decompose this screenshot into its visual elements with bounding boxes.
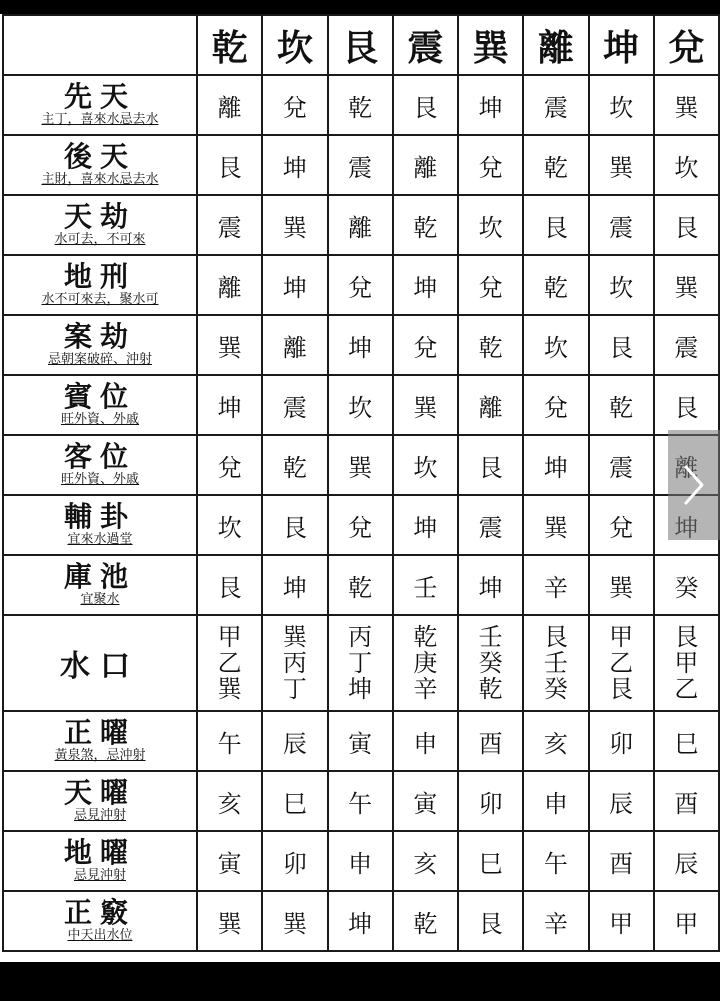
stack-char: 甲 bbox=[674, 649, 699, 677]
table-cell: 坎 bbox=[589, 255, 654, 315]
table-cell: 卯 bbox=[262, 831, 327, 891]
stack-char: 艮 bbox=[543, 623, 568, 651]
table-cell: 艮 bbox=[262, 495, 327, 555]
row-note: 宜來水過堂 bbox=[67, 532, 133, 547]
table-cell bbox=[197, 615, 262, 711]
row-name: 正竅 bbox=[63, 896, 136, 929]
table-cell: 兌 bbox=[589, 495, 654, 555]
row-note: 主財，喜來水忌去水 bbox=[41, 172, 159, 187]
table-cell: 兌 bbox=[328, 495, 393, 555]
stack-char: 乙 bbox=[609, 649, 634, 677]
table-cell: 兌 bbox=[197, 435, 262, 495]
table-cell: 申 bbox=[393, 711, 458, 771]
row-name: 案劫 bbox=[63, 320, 136, 353]
table-row bbox=[3, 495, 719, 555]
header-trigram: 離 bbox=[523, 15, 588, 75]
table-cell: 巽 bbox=[197, 891, 262, 951]
table-cell: 坤 bbox=[458, 555, 523, 615]
table-cell: 震 bbox=[654, 315, 719, 375]
stack-char: 乾 bbox=[413, 623, 438, 651]
row-note: 中天出水位 bbox=[67, 928, 133, 943]
table-cell: 乾 bbox=[328, 555, 393, 615]
stack-char: 乙 bbox=[674, 675, 699, 703]
table-cell: 巳 bbox=[262, 771, 327, 831]
table-row bbox=[3, 555, 719, 615]
header-trigram: 坎 bbox=[262, 15, 327, 75]
table-cell: 離 bbox=[197, 255, 262, 315]
table-cell: 巽 bbox=[523, 495, 588, 555]
table-row bbox=[3, 831, 719, 891]
table-row bbox=[3, 771, 719, 831]
row-note: 旺外資、外戚 bbox=[60, 412, 139, 427]
stack-char: 癸 bbox=[478, 649, 503, 677]
table-cell: 坤 bbox=[458, 75, 523, 135]
stack-char: 巽 bbox=[217, 675, 242, 703]
stack-char: 乙 bbox=[217, 649, 242, 677]
table-cell: 乾 bbox=[523, 135, 588, 195]
table-cell bbox=[589, 615, 654, 711]
table-cell: 坤 bbox=[262, 135, 327, 195]
table-cell: 艮 bbox=[654, 375, 719, 435]
table-cell: 巽 bbox=[654, 255, 719, 315]
table-cell: 坤 bbox=[393, 255, 458, 315]
stack-char: 甲 bbox=[609, 623, 634, 651]
table-cell: 艮 bbox=[197, 555, 262, 615]
table-row bbox=[3, 891, 719, 951]
row-label bbox=[3, 435, 197, 495]
row-name: 天曜 bbox=[63, 776, 136, 809]
row-name: 客位 bbox=[63, 440, 136, 473]
trigram-table bbox=[2, 14, 720, 952]
row-name: 水口 bbox=[60, 649, 140, 684]
table-cell: 艮 bbox=[589, 315, 654, 375]
bottom-nav-bar bbox=[0, 962, 720, 1001]
table-cell: 坎 bbox=[458, 195, 523, 255]
row-note: 水不可來去，聚水可 bbox=[41, 292, 159, 307]
table-cell: 艮 bbox=[523, 195, 588, 255]
row-name: 正曜 bbox=[63, 716, 136, 749]
table-cell: 坎 bbox=[654, 135, 719, 195]
table-cell: 辛 bbox=[523, 555, 588, 615]
row-label bbox=[3, 255, 197, 315]
table-cell: 震 bbox=[589, 195, 654, 255]
table-cell: 癸 bbox=[654, 555, 719, 615]
stack-char: 庚 bbox=[413, 649, 438, 677]
row-name: 賓位 bbox=[63, 380, 136, 413]
stack-char: 壬 bbox=[543, 649, 568, 677]
table-row bbox=[3, 435, 719, 495]
table-cell: 兌 bbox=[523, 375, 588, 435]
table-cell: 兌 bbox=[328, 255, 393, 315]
table-cell: 震 bbox=[328, 135, 393, 195]
table-cell: 坎 bbox=[393, 435, 458, 495]
table-row bbox=[3, 255, 719, 315]
table-cell: 坤 bbox=[393, 495, 458, 555]
table-cell: 離 bbox=[393, 135, 458, 195]
header-trigram: 乾 bbox=[197, 15, 262, 75]
table-cell: 坤 bbox=[328, 891, 393, 951]
table-cell: 兌 bbox=[393, 315, 458, 375]
row-label bbox=[3, 711, 197, 771]
table-cell: 艮 bbox=[393, 75, 458, 135]
row-name: 庫池 bbox=[63, 560, 136, 593]
stack-char: 丙 bbox=[348, 623, 373, 651]
table-cell: 乾 bbox=[523, 255, 588, 315]
header-row bbox=[3, 15, 719, 75]
header-trigram: 震 bbox=[393, 15, 458, 75]
table-cell: 辰 bbox=[589, 771, 654, 831]
table-cell: 乾 bbox=[393, 891, 458, 951]
header-trigram: 艮 bbox=[328, 15, 393, 75]
stack-char: 辛 bbox=[413, 675, 438, 703]
row-label bbox=[3, 135, 197, 195]
table-cell: 兌 bbox=[262, 75, 327, 135]
stack-char: 坤 bbox=[348, 675, 373, 703]
table-cell: 巽 bbox=[393, 375, 458, 435]
row-label bbox=[3, 831, 197, 891]
stack-char: 艮 bbox=[674, 623, 699, 651]
table-row bbox=[3, 75, 719, 135]
table-cell: 午 bbox=[328, 771, 393, 831]
table-cell: 壬 bbox=[393, 555, 458, 615]
table-cell: 震 bbox=[458, 495, 523, 555]
stack-char: 丁 bbox=[348, 649, 373, 677]
table-cell: 震 bbox=[589, 435, 654, 495]
row-name: 地刑 bbox=[63, 260, 136, 293]
table-cell: 震 bbox=[197, 195, 262, 255]
stack-char: 癸 bbox=[543, 675, 568, 703]
table-cell: 坤 bbox=[262, 555, 327, 615]
table-cell: 巽 bbox=[262, 195, 327, 255]
table-cell: 乾 bbox=[393, 195, 458, 255]
table-row-water-outlet bbox=[3, 615, 719, 711]
table-cell: 巳 bbox=[458, 831, 523, 891]
row-name: 輔卦 bbox=[63, 500, 136, 533]
table-cell: 亥 bbox=[393, 831, 458, 891]
table-cell: 乾 bbox=[458, 315, 523, 375]
table-cell bbox=[654, 615, 719, 711]
row-label bbox=[3, 615, 197, 711]
table-cell bbox=[393, 615, 458, 711]
top-status-bar bbox=[0, 0, 720, 14]
row-note: 忌見沖射 bbox=[73, 808, 126, 823]
row-note: 旺外資、外戚 bbox=[60, 472, 139, 487]
row-label bbox=[3, 195, 197, 255]
table-cell: 震 bbox=[262, 375, 327, 435]
next-page-button[interactable] bbox=[668, 430, 720, 540]
row-name: 先天 bbox=[63, 80, 136, 113]
header-trigram: 巽 bbox=[458, 15, 523, 75]
table-cell: 辰 bbox=[654, 831, 719, 891]
stack-char: 艮 bbox=[609, 675, 634, 703]
row-note: 黃泉煞，忌沖射 bbox=[54, 748, 146, 763]
table-cell: 酉 bbox=[458, 711, 523, 771]
table-cell: 亥 bbox=[197, 771, 262, 831]
table-cell: 乾 bbox=[328, 75, 393, 135]
table-cell: 甲 bbox=[654, 891, 719, 951]
table-cell: 坎 bbox=[328, 375, 393, 435]
table-cell: 坤 bbox=[523, 435, 588, 495]
table-cell: 巽 bbox=[589, 135, 654, 195]
table-cell bbox=[262, 615, 327, 711]
table-cell: 離 bbox=[328, 195, 393, 255]
table-cell: 離 bbox=[197, 75, 262, 135]
header-trigram: 兌 bbox=[654, 15, 719, 75]
table-cell: 巽 bbox=[197, 315, 262, 375]
table-row bbox=[3, 135, 719, 195]
stack-char: 丙 bbox=[282, 649, 307, 677]
row-note: 主丁，喜來水忌去水 bbox=[41, 112, 159, 127]
table-cell: 申 bbox=[328, 831, 393, 891]
table-cell: 午 bbox=[197, 711, 262, 771]
stack-char: 乾 bbox=[478, 675, 503, 703]
table-row bbox=[3, 711, 719, 771]
table-cell: 艮 bbox=[197, 135, 262, 195]
row-note: 宜聚水 bbox=[80, 592, 120, 607]
corner-cell bbox=[3, 15, 197, 75]
table-cell: 申 bbox=[523, 771, 588, 831]
table-cell: 震 bbox=[523, 75, 588, 135]
table-cell: 坤 bbox=[328, 315, 393, 375]
table-cell: 卯 bbox=[589, 711, 654, 771]
table-row bbox=[3, 195, 719, 255]
table-cell: 亥 bbox=[523, 711, 588, 771]
table-cell: 兌 bbox=[458, 255, 523, 315]
row-label bbox=[3, 495, 197, 555]
row-label bbox=[3, 315, 197, 375]
table-cell: 午 bbox=[523, 831, 588, 891]
table-row bbox=[3, 315, 719, 375]
table-cell: 離 bbox=[262, 315, 327, 375]
table-cell: 巽 bbox=[328, 435, 393, 495]
row-name: 地曜 bbox=[63, 836, 136, 869]
table-cell: 乾 bbox=[589, 375, 654, 435]
table-cell: 巽 bbox=[654, 75, 719, 135]
row-note: 忌朝案破碎、沖射 bbox=[47, 352, 152, 367]
table-cell: 酉 bbox=[589, 831, 654, 891]
table-cell: 辛 bbox=[523, 891, 588, 951]
table-cell: 坤 bbox=[262, 255, 327, 315]
row-name: 後天 bbox=[63, 140, 136, 173]
table-cell: 寅 bbox=[328, 711, 393, 771]
row-note: 忌見沖射 bbox=[73, 868, 126, 883]
chevron-right-icon bbox=[681, 463, 707, 507]
table-cell: 坤 bbox=[197, 375, 262, 435]
row-name: 天劫 bbox=[63, 200, 136, 233]
table-cell: 卯 bbox=[458, 771, 523, 831]
table-cell bbox=[328, 615, 393, 711]
table-cell: 兌 bbox=[458, 135, 523, 195]
table-cell: 巽 bbox=[262, 891, 327, 951]
stack-char: 甲 bbox=[217, 623, 242, 651]
table-cell bbox=[523, 615, 588, 711]
row-note: 水可去，不可來 bbox=[54, 232, 146, 247]
table-row bbox=[3, 375, 719, 435]
stack-char: 壬 bbox=[478, 623, 503, 651]
header-trigram: 坤 bbox=[589, 15, 654, 75]
stack-char: 丁 bbox=[282, 675, 307, 703]
table-cell bbox=[458, 615, 523, 711]
table-cell: 酉 bbox=[654, 771, 719, 831]
table-cell: 艮 bbox=[654, 195, 719, 255]
table-cell: 寅 bbox=[197, 831, 262, 891]
row-label bbox=[3, 75, 197, 135]
table-cell: 坎 bbox=[523, 315, 588, 375]
table-cell: 辰 bbox=[262, 711, 327, 771]
table-cell: 坎 bbox=[197, 495, 262, 555]
table-cell: 巳 bbox=[654, 711, 719, 771]
table-cell: 離 bbox=[458, 375, 523, 435]
stack-char: 巽 bbox=[282, 623, 307, 651]
table-cell: 艮 bbox=[458, 435, 523, 495]
table-cell: 乾 bbox=[262, 435, 327, 495]
table-cell: 艮 bbox=[458, 891, 523, 951]
table-cell: 甲 bbox=[589, 891, 654, 951]
row-label bbox=[3, 375, 197, 435]
document-page bbox=[0, 14, 720, 962]
table-cell: 巽 bbox=[589, 555, 654, 615]
row-label bbox=[3, 555, 197, 615]
row-label bbox=[3, 891, 197, 951]
table-cell: 寅 bbox=[393, 771, 458, 831]
table-cell: 坎 bbox=[589, 75, 654, 135]
row-label bbox=[3, 771, 197, 831]
